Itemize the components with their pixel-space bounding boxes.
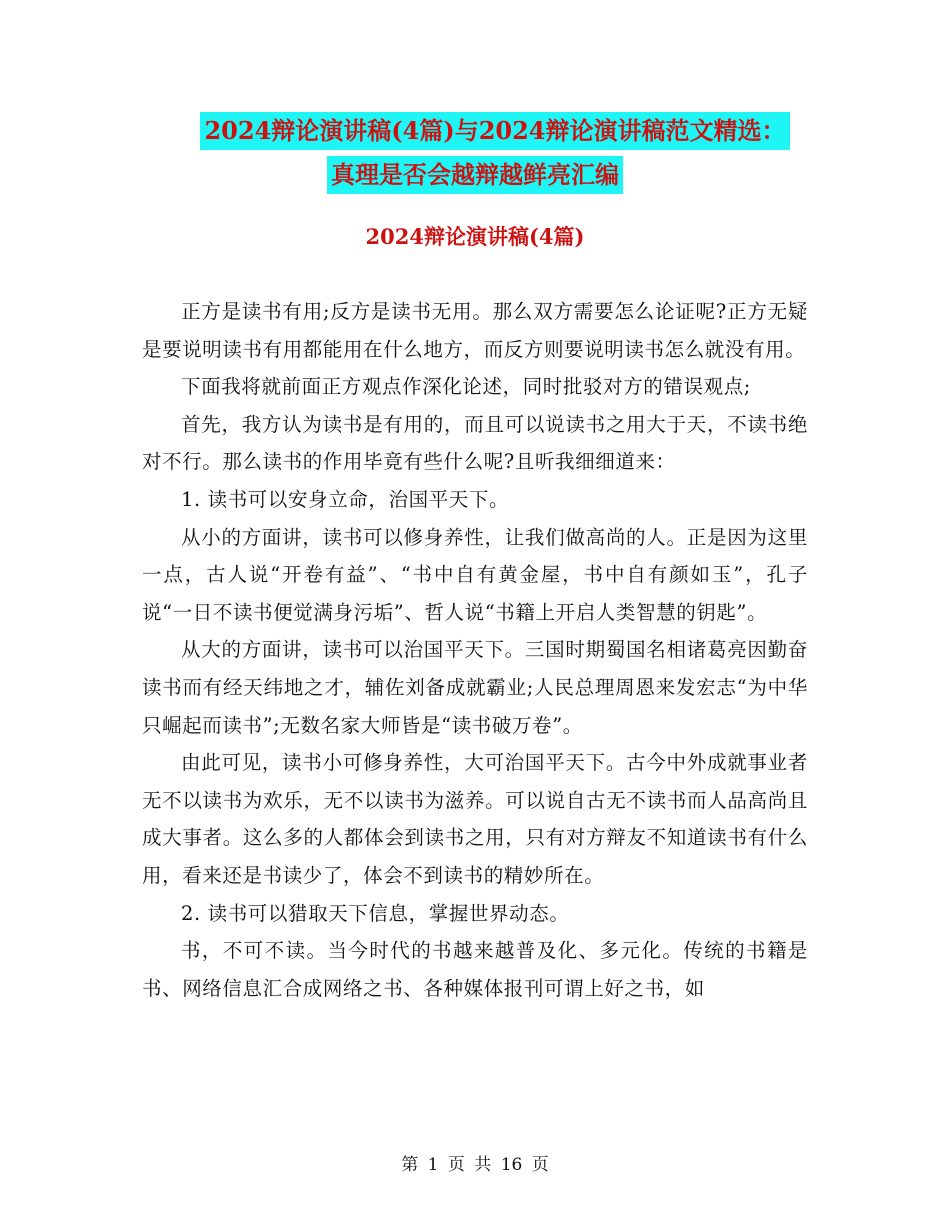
title-line-2: 真理是否会越辩越鲜亮汇编 <box>327 156 623 194</box>
paragraph: 正方是读书有用;反方是读书无用。那么双方需要怎么论证呢?正方无疑是要说明读书有用都能用在什么地方，而反方则要说明读书怎么就没有用。 <box>142 300 808 361</box>
title-line-1: 2024辩论演讲稿(4篇)与2024辩论演讲稿范文精选： <box>200 112 789 150</box>
paragraph: 由此可见，读书小可修身养性，大可治国平天下。古今中外成就事业者无不以读书为欢乐，无不以读书为滋养。可以说自古无不读书而人品高尚且成大事者。这么多的人都体会到读书之用，只有对方辩友不知道读书有什么用，看来还是书读少了，体会不到读书的精妙所在。 <box>142 751 808 887</box>
body-text <box>142 293 808 1007</box>
paragraph: 首先，我方认为读书是有用的，而且可以说读书之用大于天，不读书绝对不行。那么读书的作用毕竟有些什么呢?且听我细细道来： <box>142 412 808 474</box>
paragraph: 下面我将就前面正方观点作深化论述，同时批驳对方的错误观点; <box>181 375 751 399</box>
paragraph: 书，不可不读。当今时代的书越来越普及化、多元化。传统的书籍是书、网络信息汇合成网络之书、各种媒体报刊可谓上好之书，如 <box>142 939 808 1000</box>
list-heading: 1. 读书可以安身立命，治国平天下。 <box>181 487 510 511</box>
paragraph: 从大的方面讲，读书可以治国平天下。三国时期蜀国名相诸葛亮因勤奋读书而有经天纬地之才，辅佐刘备成就霸业;人民总理周恩来发宏志“为中华只崛起而读书”;无数名家大师皆是“读书破万卷”。 <box>142 638 808 737</box>
section-heading: 2024辩论演讲稿(4篇) <box>365 224 585 249</box>
page-footer: 第 1 页 共 16 页 <box>401 1155 549 1175</box>
list-heading: 2. 读书可以猎取天下信息，掌握世界动态。 <box>181 901 570 925</box>
document-title <box>0 112 950 200</box>
paragraph: 从小的方面讲，读书可以修身养性，让我们做高尚的人。正是因为这里一点，古人说“开卷有益”、“书中自有黄金屋，书中自有颜如玉”，孔子说“一日不读书便觉满身污垢”、哲人说“书籍上开启人类智慧的钥匙”。 <box>142 525 808 624</box>
